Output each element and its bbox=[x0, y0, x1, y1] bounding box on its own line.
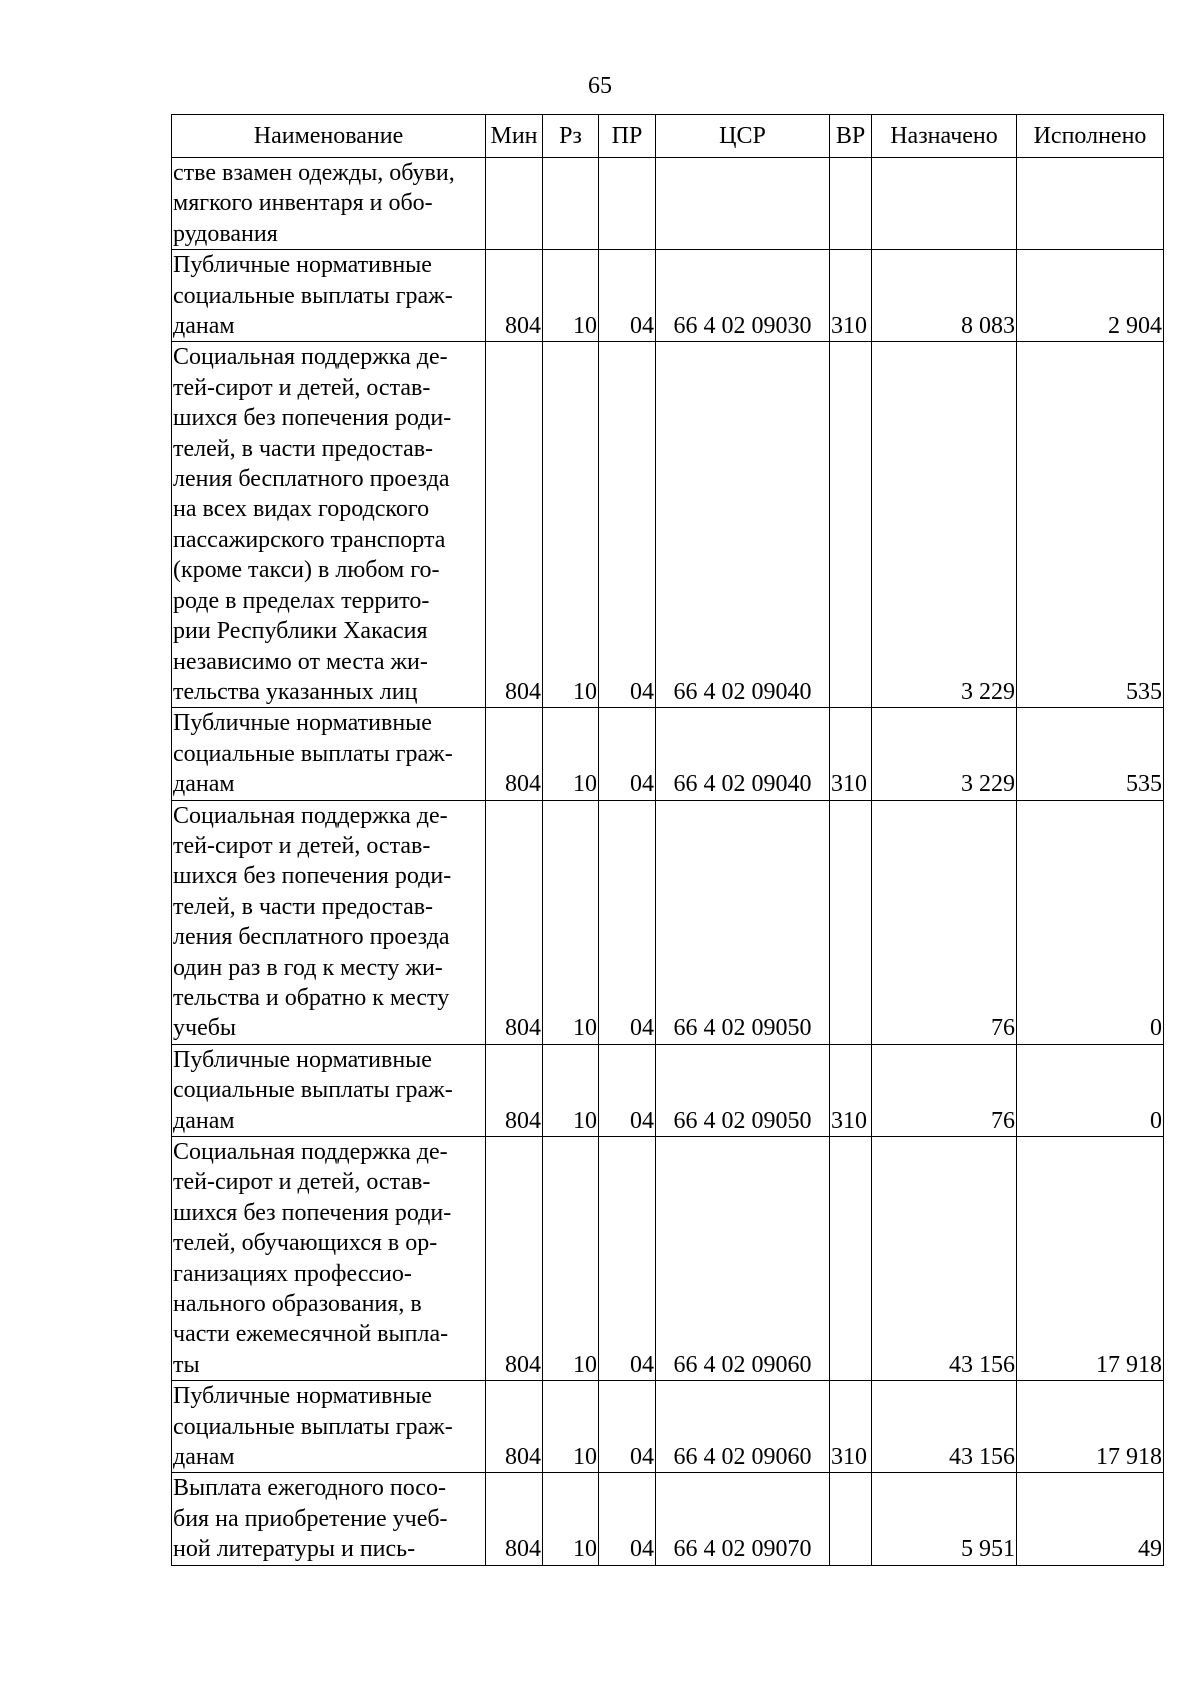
cell-name: Выплата ежегодного посо- бия на приобретение учеб- ной литературы и пись- bbox=[172, 1473, 486, 1565]
cell-name: Социальная поддержка де- тей-сирот и детей, остав- шихся без попечения роди- телей, обучающихся в ор- ганизациях профессио- нального образования, в части ежемесячной выпла- ты bbox=[172, 1137, 486, 1381]
header-rz: Рз bbox=[543, 115, 599, 158]
cell-min: 804 bbox=[486, 250, 543, 342]
cell-rz: 10 bbox=[543, 800, 599, 1044]
table-row bbox=[172, 1044, 1164, 1136]
header-pr: ПР bbox=[599, 115, 656, 158]
cell-rz: 10 bbox=[543, 250, 599, 342]
cell-pr: 04 bbox=[599, 1137, 656, 1381]
cell-name: Публичные нормативные социальные выплаты граж- данам bbox=[172, 708, 486, 800]
cell-min: 804 bbox=[486, 1044, 543, 1136]
table-row bbox=[172, 342, 1164, 708]
cell-min: 804 bbox=[486, 1473, 543, 1565]
cell-rz: 10 bbox=[543, 1044, 599, 1136]
header-vr: ВР bbox=[830, 115, 872, 158]
header-min: Мин bbox=[486, 115, 543, 158]
header-csr: ЦСР bbox=[656, 115, 830, 158]
cell-executed bbox=[1017, 158, 1164, 250]
cell-assigned: 5 951 bbox=[872, 1473, 1017, 1565]
cell-csr: 66 4 02 09040 bbox=[656, 708, 830, 800]
cell-pr: 04 bbox=[599, 250, 656, 342]
table-row bbox=[172, 708, 1164, 800]
cell-pr: 04 bbox=[599, 1044, 656, 1136]
cell-vr bbox=[830, 1473, 872, 1565]
cell-csr: 66 4 02 09060 bbox=[656, 1381, 830, 1473]
cell-rz: 10 bbox=[543, 1137, 599, 1381]
cell-rz: 10 bbox=[543, 708, 599, 800]
cell-min: 804 bbox=[486, 1381, 543, 1473]
cell-assigned: 3 229 bbox=[872, 708, 1017, 800]
cell-csr: 66 4 02 09070 bbox=[656, 1473, 830, 1565]
cell-min: 804 bbox=[486, 800, 543, 1044]
cell-assigned: 76 bbox=[872, 800, 1017, 1044]
cell-pr bbox=[599, 158, 656, 250]
cell-assigned: 43 156 bbox=[872, 1381, 1017, 1473]
cell-pr: 04 bbox=[599, 342, 656, 708]
cell-csr: 66 4 02 09040 bbox=[656, 342, 830, 708]
cell-min: 804 bbox=[486, 342, 543, 708]
cell-csr bbox=[656, 158, 830, 250]
cell-pr: 04 bbox=[599, 800, 656, 1044]
cell-assigned: 3 229 bbox=[872, 342, 1017, 708]
cell-vr: 310 bbox=[830, 1381, 872, 1473]
cell-executed: 2 904 bbox=[1017, 250, 1164, 342]
cell-name: Публичные нормативные социальные выплаты граж- данам bbox=[172, 1381, 486, 1473]
header-assigned: Назначено bbox=[872, 115, 1017, 158]
cell-name: Социальная поддержка де- тей-сирот и детей, остав- шихся без попечения роди- телей, в части предостав- ления бесплатного проезда один раз в год к месту жи- тельства и обратно к месту учебы bbox=[172, 800, 486, 1044]
cell-csr: 66 4 02 09050 bbox=[656, 1044, 830, 1136]
header-name: Наименование bbox=[172, 115, 486, 158]
cell-pr: 04 bbox=[599, 708, 656, 800]
cell-vr: 310 bbox=[830, 708, 872, 800]
cell-assigned: 76 bbox=[872, 1044, 1017, 1136]
table-row bbox=[172, 1137, 1164, 1381]
cell-assigned bbox=[872, 158, 1017, 250]
cell-csr: 66 4 02 09030 bbox=[656, 250, 830, 342]
cell-pr: 04 bbox=[599, 1381, 656, 1473]
cell-rz: 10 bbox=[543, 342, 599, 708]
cell-name: стве взамен одежды, обуви, мягкого инвентаря и обо- рудования bbox=[172, 158, 486, 250]
cell-vr bbox=[830, 1137, 872, 1381]
table-row bbox=[172, 250, 1164, 342]
cell-vr bbox=[830, 800, 872, 1044]
cell-executed: 535 bbox=[1017, 342, 1164, 708]
cell-executed: 17 918 bbox=[1017, 1381, 1164, 1473]
cell-executed: 0 bbox=[1017, 1044, 1164, 1136]
cell-min: 804 bbox=[486, 1137, 543, 1381]
table-row bbox=[172, 158, 1164, 250]
cell-vr: 310 bbox=[830, 250, 872, 342]
table-row bbox=[172, 1473, 1164, 1565]
cell-vr bbox=[830, 158, 872, 250]
table-header-row bbox=[172, 115, 1164, 158]
cell-csr: 66 4 02 09050 bbox=[656, 800, 830, 1044]
cell-rz: 10 bbox=[543, 1381, 599, 1473]
cell-executed: 49 bbox=[1017, 1473, 1164, 1565]
cell-assigned: 43 156 bbox=[872, 1137, 1017, 1381]
cell-rz bbox=[543, 158, 599, 250]
page-number: 65 bbox=[588, 73, 612, 99]
cell-assigned: 8 083 bbox=[872, 250, 1017, 342]
table-row bbox=[172, 800, 1164, 1044]
cell-executed: 17 918 bbox=[1017, 1137, 1164, 1381]
cell-executed: 0 bbox=[1017, 800, 1164, 1044]
header-executed: Исполнено bbox=[1017, 115, 1164, 158]
table-row bbox=[172, 1381, 1164, 1473]
cell-min: 804 bbox=[486, 708, 543, 800]
budget-table bbox=[171, 114, 1164, 1566]
cell-csr: 66 4 02 09060 bbox=[656, 1137, 830, 1381]
cell-vr bbox=[830, 342, 872, 708]
cell-name: Социальная поддержка де- тей-сирот и детей, остав- шихся без попечения роди- телей, в части предостав- ления бесплатного проезда на всех видах городского пассажирского транспорта (кроме такси) в любом го- роде в пределах террито- рии Республики Хакасия независимо от места жи- тельства указанных лиц bbox=[172, 342, 486, 708]
cell-vr: 310 bbox=[830, 1044, 872, 1136]
cell-rz: 10 bbox=[543, 1473, 599, 1565]
cell-pr: 04 bbox=[599, 1473, 656, 1565]
cell-min bbox=[486, 158, 543, 250]
cell-name: Публичные нормативные социальные выплаты граж- данам bbox=[172, 1044, 486, 1136]
cell-name: Публичные нормативные социальные выплаты граж- данам bbox=[172, 250, 486, 342]
cell-executed: 535 bbox=[1017, 708, 1164, 800]
